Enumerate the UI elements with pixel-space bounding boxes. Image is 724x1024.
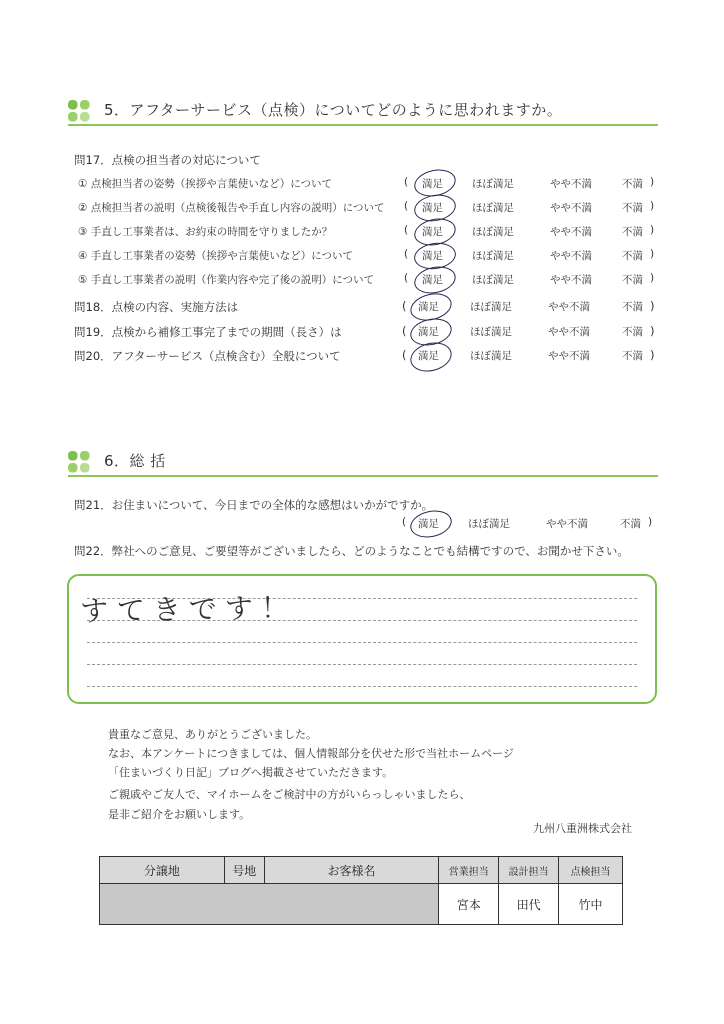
rating-row <box>0 516 724 534</box>
paren-close: ) <box>650 176 655 188</box>
option-hobo-manzoku[interactable]: ほぼ満足 <box>468 518 510 530</box>
rating-row <box>0 324 724 342</box>
option-manzoku[interactable]: 満足 <box>422 226 443 238</box>
option-hobo-manzoku[interactable]: ほぼ満足 <box>470 326 512 338</box>
option-fuman[interactable]: 不満 <box>622 350 643 362</box>
option-manzoku[interactable]: 満足 <box>418 518 439 530</box>
section6-rule <box>68 475 658 477</box>
option-fuman[interactable]: 不満 <box>620 518 641 530</box>
option-fuman[interactable]: 不満 <box>622 226 643 238</box>
rating-row-label: 問20．アフターサービス（点検含む）全般について <box>74 349 341 363</box>
paren-close: ) <box>650 272 655 284</box>
table-header-row <box>100 857 623 884</box>
header-inspection-rep: 点検担当 <box>559 857 623 884</box>
selected-circle-mark <box>407 338 455 375</box>
paren-close: ) <box>650 324 655 338</box>
option-hobo-manzoku[interactable]: ほぼ満足 <box>472 226 514 238</box>
rating-row <box>0 248 724 266</box>
thanks-line: 是非ご紹介をお願いします。 <box>108 808 251 821</box>
header-bunjouchi: 分譲地 <box>100 857 225 884</box>
paren-open: ( <box>404 248 409 260</box>
option-hobo-manzoku[interactable]: ほぼ満足 <box>470 301 512 313</box>
option-hobo-manzoku[interactable]: ほぼ満足 <box>472 178 514 190</box>
q22-heading: 問22．弊社へのご意見、ご要望等がございましたら、どのようなことでも結構ですので、お聞かせ下さい。 <box>74 544 629 558</box>
paren-open: ( <box>402 324 407 338</box>
option-fuman[interactable]: 不満 <box>622 178 643 190</box>
q21-heading: 問21．お住まいについて、今日までの全体的な感想はいかがですか。 <box>74 498 434 512</box>
option-yaya-fuman[interactable]: やや不満 <box>550 250 592 262</box>
option-manzoku[interactable]: 満足 <box>422 202 443 214</box>
option-hobo-manzoku[interactable]: ほぼ満足 <box>470 350 512 362</box>
paren-close: ) <box>650 224 655 236</box>
option-yaya-fuman[interactable]: やや不満 <box>550 274 592 286</box>
company-name: 九州八重洲株式会社 <box>533 822 632 835</box>
paren-close: ) <box>648 516 653 528</box>
option-manzoku[interactable]: 満足 <box>422 250 443 262</box>
section5-title: 5．アフターサービス（点検）についてどのように思われますか。 <box>104 101 563 119</box>
rating-row-label: ① 点検担当者の姿勢（挨拶や言葉使いなど）について <box>78 178 333 190</box>
design-rep-value: 田代 <box>499 884 559 925</box>
paren-close: ) <box>650 248 655 260</box>
paren-open: ( <box>404 272 409 284</box>
rating-row <box>0 348 724 366</box>
clover-icon <box>68 451 90 473</box>
section6-title: 6．総 括 <box>104 452 166 470</box>
header-gouchi: 号地 <box>224 857 264 884</box>
rating-row <box>0 224 724 242</box>
header-customer-name: お客様名 <box>264 857 439 884</box>
option-hobo-manzoku[interactable]: ほぼ満足 <box>472 250 514 262</box>
option-yaya-fuman[interactable]: やや不満 <box>550 226 592 238</box>
q17-heading: 問17．点検の担当者の対応について <box>74 153 261 167</box>
writing-line <box>87 686 637 687</box>
header-design-rep: 設計担当 <box>499 857 559 884</box>
option-yaya-fuman[interactable]: やや不満 <box>548 350 590 362</box>
option-manzoku[interactable]: 満足 <box>418 326 439 338</box>
paren-open: ( <box>404 224 409 236</box>
paren-open: ( <box>404 200 409 212</box>
thanks-line: ご親戚やご友人で、マイホームをご検討中の方がいらっしゃいましたら、 <box>108 788 471 801</box>
inspection-rep-value: 竹中 <box>559 884 623 925</box>
rating-row-label: 問19．点検から補修工事完了までの期間（長さ）は <box>74 325 342 339</box>
option-yaya-fuman[interactable]: やや不満 <box>546 518 588 530</box>
rating-row <box>0 200 724 218</box>
option-yaya-fuman[interactable]: やや不満 <box>550 202 592 214</box>
option-yaya-fuman[interactable]: やや不満 <box>550 178 592 190</box>
thanks-line: 貴重なご意見、ありがとうございました。 <box>108 728 317 741</box>
paren-close: ) <box>650 200 655 212</box>
rating-row-label: ④ 手直し工事業者の姿勢（挨拶や言葉使いなど）について <box>78 250 354 262</box>
clover-icon <box>68 100 90 122</box>
rating-row <box>0 299 724 317</box>
option-fuman[interactable]: 不満 <box>622 301 643 313</box>
rating-row <box>0 272 724 290</box>
paren-open: ( <box>402 516 407 528</box>
writing-line <box>87 664 637 665</box>
rating-row <box>0 176 724 194</box>
option-fuman[interactable]: 不満 <box>622 274 643 286</box>
option-manzoku[interactable]: 満足 <box>422 274 443 286</box>
rating-row-label: ② 点検担当者の説明（点検後報告や手直し内容の説明）について <box>78 202 385 214</box>
option-hobo-manzoku[interactable]: ほぼ満足 <box>472 274 514 286</box>
paren-open: ( <box>402 299 407 313</box>
section5-header <box>68 98 658 126</box>
option-manzoku[interactable]: 満足 <box>422 178 443 190</box>
section6-header <box>68 449 658 477</box>
option-hobo-manzoku[interactable]: ほぼ満足 <box>472 202 514 214</box>
option-fuman[interactable]: 不満 <box>622 250 643 262</box>
option-manzoku[interactable]: 満足 <box>418 301 439 313</box>
writing-line <box>87 642 637 643</box>
redacted-customer-info <box>100 884 439 925</box>
rating-row-label: ⑤ 手直し工事業者の説明（作業内容や完了後の説明）について <box>78 274 375 286</box>
header-sales-rep: 営業担当 <box>439 857 499 884</box>
option-fuman[interactable]: 不満 <box>622 202 643 214</box>
paren-close: ) <box>650 348 655 362</box>
paren-open: ( <box>404 176 409 188</box>
paren-close: ) <box>650 299 655 313</box>
option-yaya-fuman[interactable]: やや不満 <box>548 301 590 313</box>
thanks-line: 「住まいづくり日記」ブログへ掲載させていただきます。 <box>108 766 394 779</box>
thanks-line: なお、本アンケートにつきましては、個人情報部分を伏せた形で当社ホームページ <box>108 747 514 760</box>
option-yaya-fuman[interactable]: やや不満 <box>548 326 590 338</box>
selected-circle-mark <box>412 263 458 297</box>
rating-row-label: ③ 手直し工事業者は、お約束の時間を守りましたか？ <box>78 226 333 238</box>
option-manzoku[interactable]: 満足 <box>418 350 439 362</box>
handwritten-comment: すてきです！ <box>79 591 298 628</box>
paren-open: ( <box>402 348 407 362</box>
sales-rep-value: 宮本 <box>439 884 499 925</box>
rating-row-label: 問18．点検の内容、実施方法は <box>74 300 239 314</box>
table-row <box>100 884 623 925</box>
customer-info-table <box>99 856 623 925</box>
option-fuman[interactable]: 不満 <box>622 326 643 338</box>
section5-rule <box>68 124 658 126</box>
